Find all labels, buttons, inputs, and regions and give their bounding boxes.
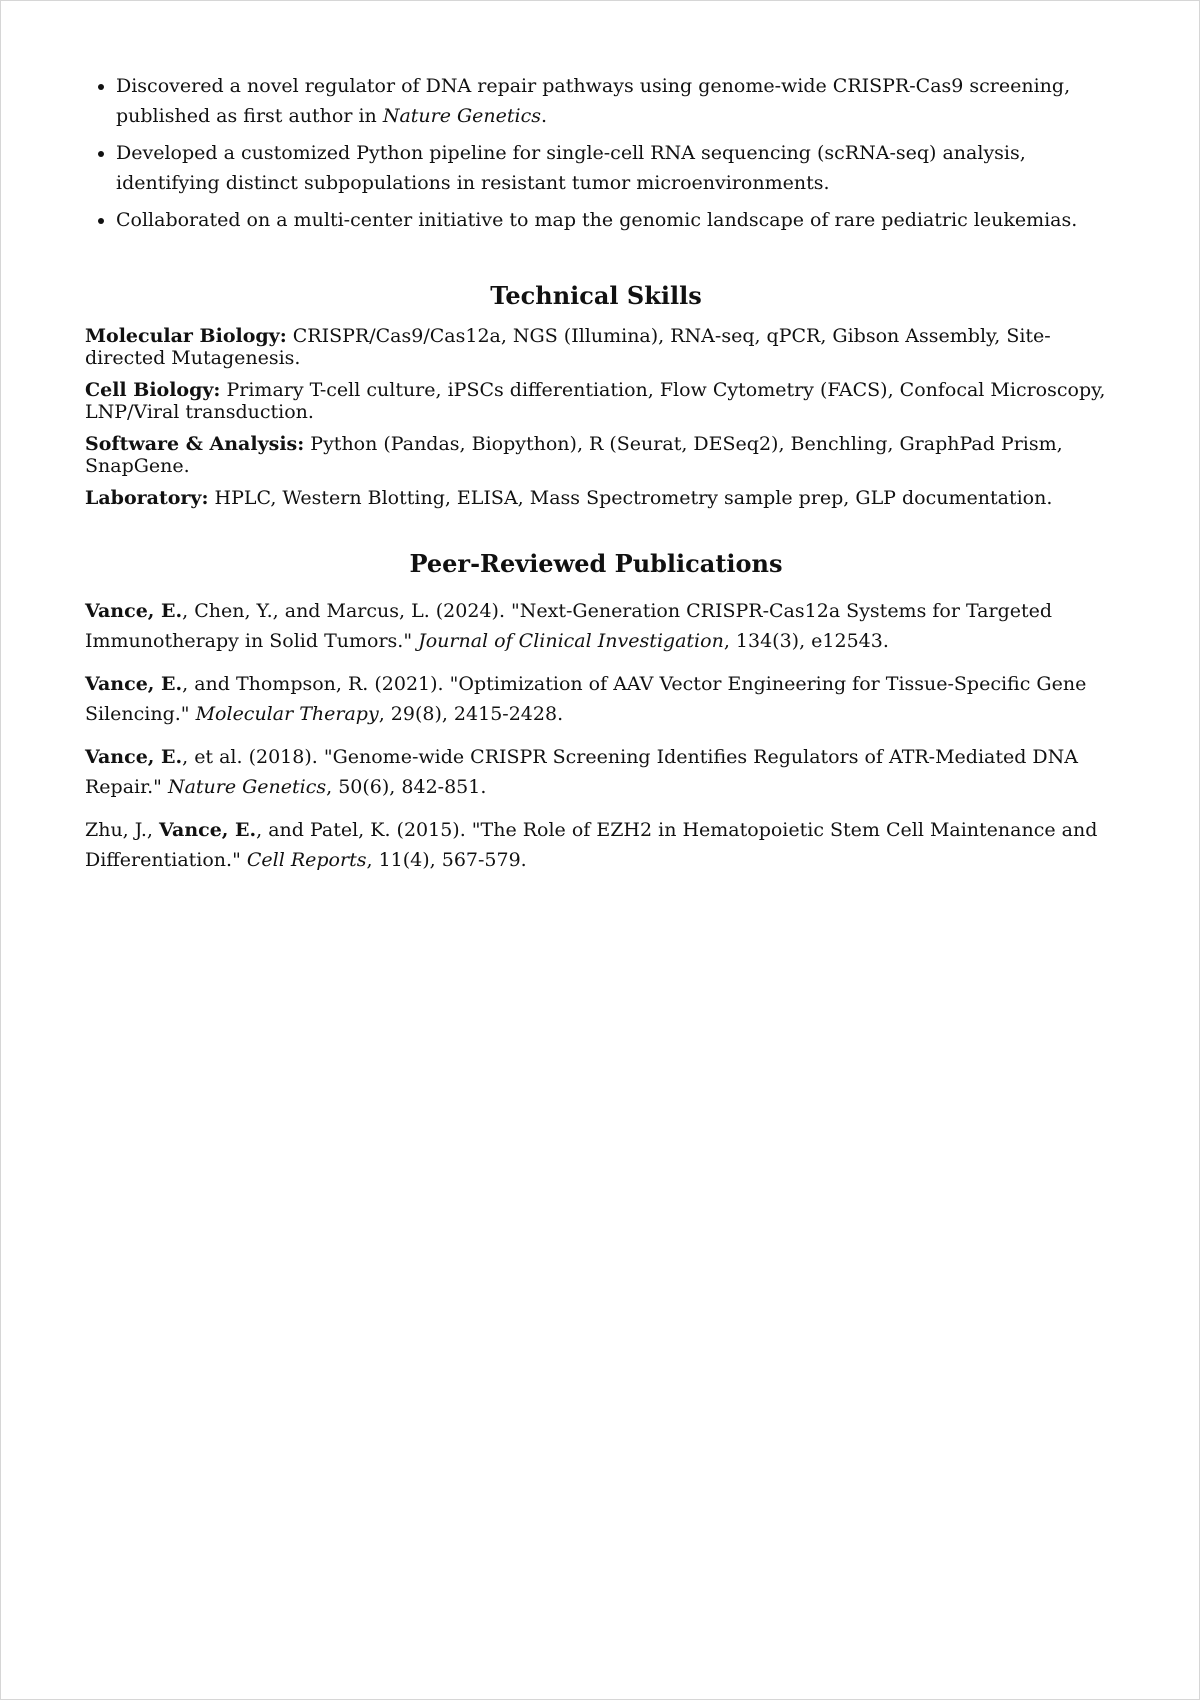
- skill-row: [85, 433, 1107, 477]
- publication-entry: Vance, E., and Thompson, R. (2021). "Optimization of AAV Vector Engineering for Tissue-Specific Gene Silencing." Molecular Therapy, 29(8), 2415-2428.: [85, 673, 1087, 725]
- highlighted-author: Vance, E.: [85, 673, 183, 695]
- skill-values: Python (Pandas, Biopython), R (Seurat, DESeq2), Benchling, GraphPad Prism, SnapGene.: [85, 433, 1063, 477]
- experience-bullet: • Collaborated on a multi-center initiative to map the genomic landscape of rare pediatric leukemias.: [116, 205, 1107, 235]
- skill-category-label: Software & Analysis:: [85, 433, 305, 455]
- journal-name: Nature Genetics: [382, 105, 542, 127]
- publication-entry: Vance, E., et al. (2018). "Genome-wide CRISPR Screening Identifies Regulators of ATR-Mediated DNA Repair." Nature Genetics, 50(6), 842-851.: [85, 746, 1079, 798]
- journal-name: Cell Reports: [246, 849, 367, 871]
- skill-row: [85, 379, 1107, 423]
- journal-name: Journal of Clinical Investigation: [418, 630, 724, 652]
- journal-name: Nature Genetics: [167, 776, 327, 798]
- skill-category-label: Cell Biology:: [85, 379, 221, 401]
- skill-category-label: Molecular Biology:: [85, 325, 287, 347]
- highlighted-author: Vance, E.: [85, 600, 183, 622]
- skill-row: [85, 325, 1107, 369]
- technical-skills-heading: Technical Skills: [490, 281, 702, 310]
- publication-entry: Vance, E., Chen, Y., and Marcus, L. (2024). "Next-Generation CRISPR-Cas12a Systems for Targeted Immunotherapy in Solid Tumors." Journal of Clinical Investigation, 134(3), e12543.: [85, 600, 1053, 652]
- skill-values: CRISPR/Cas9/Cas12a, NGS (Illumina), RNA-seq, qPCR, Gibson Assembly, Site-directed Mutagenesis.: [85, 325, 1051, 369]
- experience-bullet: • Discovered a novel regulator of DNA repair pathways using genome-wide CRISPR-Cas9 screening, published as first author in Nature Genetics.: [116, 71, 1107, 131]
- experience-bullet: • Developed a customized Python pipeline for single-cell RNA sequencing (scRNA-seq) analysis, identifying distinct subpopulations in resistant tumor microenvironments.: [116, 138, 1107, 198]
- highlighted-author: Vance, E.: [85, 746, 183, 768]
- skill-values: Primary T-cell culture, iPSCs differentiation, Flow Cytometry (FACS), Confocal Microscopy, LNP/Viral transduction.: [85, 379, 1106, 423]
- technical-skills-list: [85, 325, 1107, 509]
- skill-values: HPLC, Western Blotting, ELISA, Mass Spectrometry sample prep, GLP documentation.: [208, 487, 1053, 509]
- publication-entry: Zhu, J., Vance, E., and Patel, K. (2015). "The Role of EZH2 in Hematopoietic Stem Cell Maintenance and Differentiation." Cell Reports, 11(4), 567-579.: [85, 819, 1098, 871]
- skill-row: [85, 487, 1107, 509]
- experience-bullet-list: [85, 71, 1107, 235]
- journal-name: Molecular Therapy: [195, 703, 379, 725]
- publications-list: [85, 596, 1107, 875]
- skill-category-label: Laboratory:: [85, 487, 209, 509]
- publications-heading: Peer-Reviewed Publications: [409, 549, 783, 578]
- highlighted-author: Vance, E.: [159, 819, 257, 841]
